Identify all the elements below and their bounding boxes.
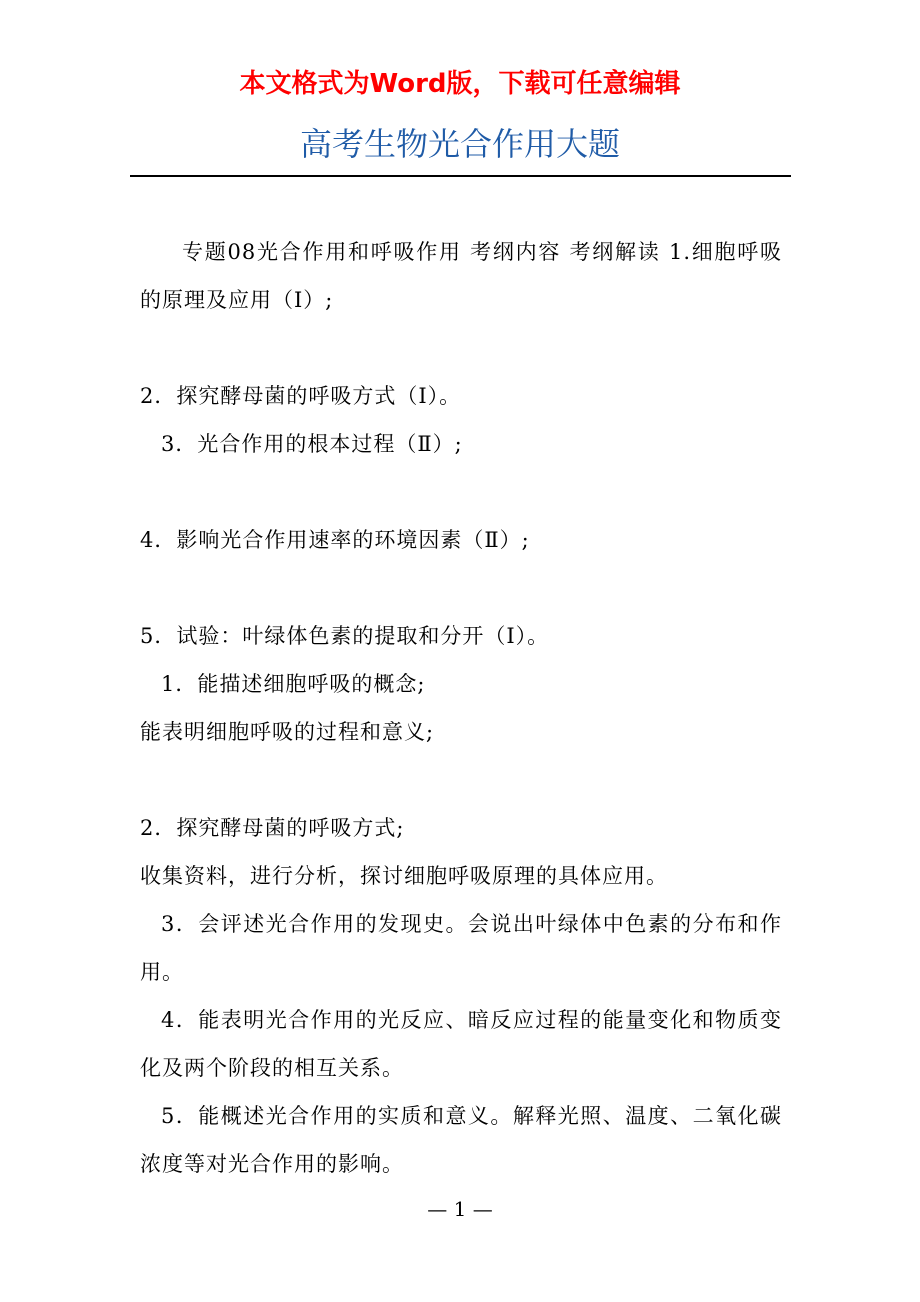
paragraph-item: 收集资料，进行分析，探讨细胞呼吸原理的具体应用。: [140, 864, 668, 888]
paragraph-intro: 专题08光合作用和呼吸作用 考纲内容 考纲解读 1.细胞呼吸的原理及应用（Ⅰ）;: [140, 240, 782, 312]
paragraph-item: 3．光合作用的根本过程（Ⅱ）;: [161, 432, 463, 456]
paragraph-item: 能表明细胞呼吸的过程和意义;: [140, 720, 435, 744]
paragraph-item: 5．试验：叶绿体色素的提取和分开（Ⅰ）。: [140, 624, 550, 648]
paragraph-item: 5．能概述光合作用的实质和意义。解释光照、温度、二氧化碳浓度等对光合作用的影响。: [140, 1104, 782, 1176]
page-number: — 1 —: [427, 1197, 493, 1221]
paragraph-item: 2．探究酵母菌的呼吸方式;: [140, 816, 405, 840]
paragraph-item: 2．探究酵母菌的呼吸方式（Ⅰ）。: [140, 384, 462, 408]
title-divider: [130, 175, 791, 177]
document-title: 高考生物光合作用大题: [299, 125, 620, 163]
paragraph-item: 3．会评述光合作用的发现史。会说出叶绿体中色素的分布和作用。: [140, 912, 782, 984]
paragraph-item: 4．能表明光合作用的光反应、暗反应过程的能量变化和物质变化及两个阶段的相互关系。: [140, 1008, 782, 1080]
paragraph-item: 1．能描述细胞呼吸的概念;: [161, 672, 426, 696]
paragraph-item: 4．影响光合作用速率的环境因素（Ⅱ）;: [140, 528, 530, 552]
format-notice-banner: 本文格式为Word版，下载可任意编辑: [239, 69, 681, 99]
document-body: [140, 228, 782, 1188]
